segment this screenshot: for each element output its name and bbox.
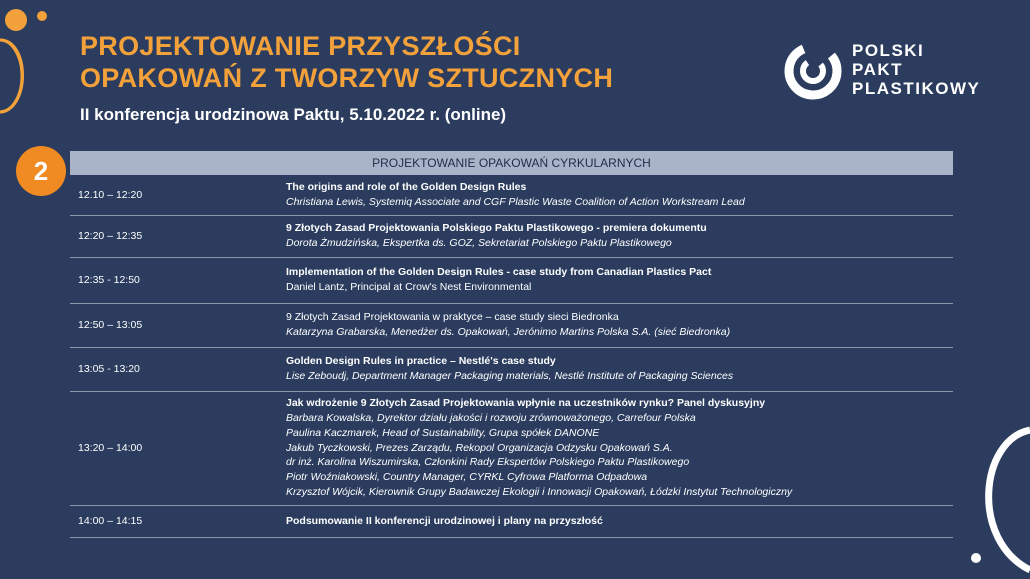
- agenda-speaker: Dorota Żmudzińska, Ekspertka ds. GOZ, Sekretariat Polskiego Paktu Plastikowego: [286, 237, 672, 249]
- agenda-description: [286, 391, 953, 505]
- agenda-row: [70, 257, 953, 303]
- agenda-speaker: Paulina Kaczmarek, Head of Sustainability, Grupa spółek DANONE: [286, 426, 600, 439]
- agenda-time: 12:35 - 12:50: [78, 274, 140, 286]
- agenda-speaker: dr inż. Karolina Wiszumirska, Członkini Rady Ekspertów Polskiego Paktu Plastikowego: [286, 456, 690, 469]
- agenda-description: [286, 303, 953, 347]
- agenda-session-title: Podsumowanie II konferencji urodzinowej i plany na przyszłość: [286, 514, 603, 527]
- agenda-row: [70, 215, 953, 257]
- logo-mark-icon: [782, 40, 844, 102]
- agenda-description: [286, 347, 953, 391]
- agenda-body: [70, 175, 953, 537]
- agenda-session-title: 9 Złotych Zasad Projektowania Polskiego Paktu Plastikowego - premiera dokumentu: [286, 222, 707, 235]
- agenda-speaker: Jakub Tyczkowski, Prezes Zarządu, Rekopol Organizacja Odzysku Opakowań S.A.: [286, 441, 673, 454]
- agenda-description: [286, 215, 953, 257]
- page-subtitle: II konferencja urodzinowa Paktu, 5.10.2022 r. (online): [80, 105, 507, 124]
- logo-line-2: PAKT: [852, 60, 904, 79]
- logo-text: [852, 41, 980, 98]
- agenda-row: [70, 391, 953, 505]
- polski-pakt-plastikowy-logo: [782, 40, 1002, 102]
- title-line-1: PROJEKTOWANIE PRZYSZŁOŚCI: [80, 31, 521, 61]
- agenda-row: [70, 347, 953, 391]
- agenda-row: [70, 303, 953, 347]
- agenda-speaker: Barbara Kowalska, Dyrektor działu jakości i rozwoju zrównoważonego, Carrefour Polska: [286, 412, 696, 424]
- agenda-description: [286, 175, 953, 215]
- agenda-time: 13:20 – 14:00: [78, 442, 143, 454]
- agenda-time: 13:05 - 13:20: [78, 363, 140, 375]
- decorative-circles-bottom-right: [950, 420, 1030, 579]
- agenda-time: 12:20 – 12:35: [78, 230, 143, 242]
- agenda-time: 12:50 – 13:05: [78, 319, 143, 331]
- agenda-description: [286, 257, 953, 303]
- agenda-session-title: Golden Design Rules in practice – Nestlé's case study: [286, 355, 556, 368]
- agenda-session-title: Jak wdrożenie 9 Złotych Zasad Projektowania wpłynie na uczestników rynku? Panel dyskusyjny: [286, 397, 766, 410]
- agenda-time: 12.10 – 12:20: [78, 188, 143, 201]
- agenda-speaker: Krzysztof Wójcik, Kierownik Grupy Badawczej Ekologii i Innowacji Opakowań, Łódzki Instytut Technologiczny: [286, 485, 793, 498]
- agenda-speaker: Katarzyna Grabarska, Menedżer ds. Opakowań, Jerónimo Martins Polska S.A. (sieć Biedronka): [286, 326, 731, 338]
- agenda-description: [286, 505, 953, 537]
- page-title: [80, 30, 613, 94]
- logo-line-1: POLSKI: [852, 41, 925, 60]
- logo-line-3: PLASTIKOWY: [852, 79, 981, 98]
- agenda-speaker: Christiana Lewis, Systemiq Associate and CGF Plastic Waste Coalition of Action Workstream Lead: [286, 195, 745, 208]
- agenda-session-title: The origins and role of the Golden Design Rules: [286, 180, 527, 193]
- agenda-speaker: Daniel Lantz, Principal at Crow's Nest Environmental: [286, 281, 532, 293]
- agenda-table: [70, 151, 953, 538]
- agenda-speaker: Lise Zeboudj, Department Manager Packaging materials, Nestlé Institute of Packaging Sciences: [286, 370, 734, 382]
- section-number-badge: 2: [16, 146, 66, 196]
- section-heading: PROJEKTOWANIE OPAKOWAŃ CYRKULARNYCH: [70, 151, 953, 175]
- agenda-speaker: Piotr Woźniakowski, Country Manager, CYRKL Cyfrowa Platforma Odpadowa: [286, 471, 648, 484]
- agenda-session-title: Implementation of the Golden Design Rules - case study from Canadian Plastics Pact: [286, 266, 712, 279]
- title-line-2: OPAKOWAŃ Z TWORZYW SZTUCZNYCH: [80, 63, 614, 93]
- agenda-row: [70, 505, 953, 537]
- agenda-time: 14:00 – 14:15: [78, 515, 143, 527]
- agenda-row: [70, 175, 953, 215]
- decorative-circles-top-left: [0, 0, 60, 120]
- agenda-session-title: 9 Złotych Zasad Projektowania w praktyce – case study sieci Biedronka: [286, 311, 619, 324]
